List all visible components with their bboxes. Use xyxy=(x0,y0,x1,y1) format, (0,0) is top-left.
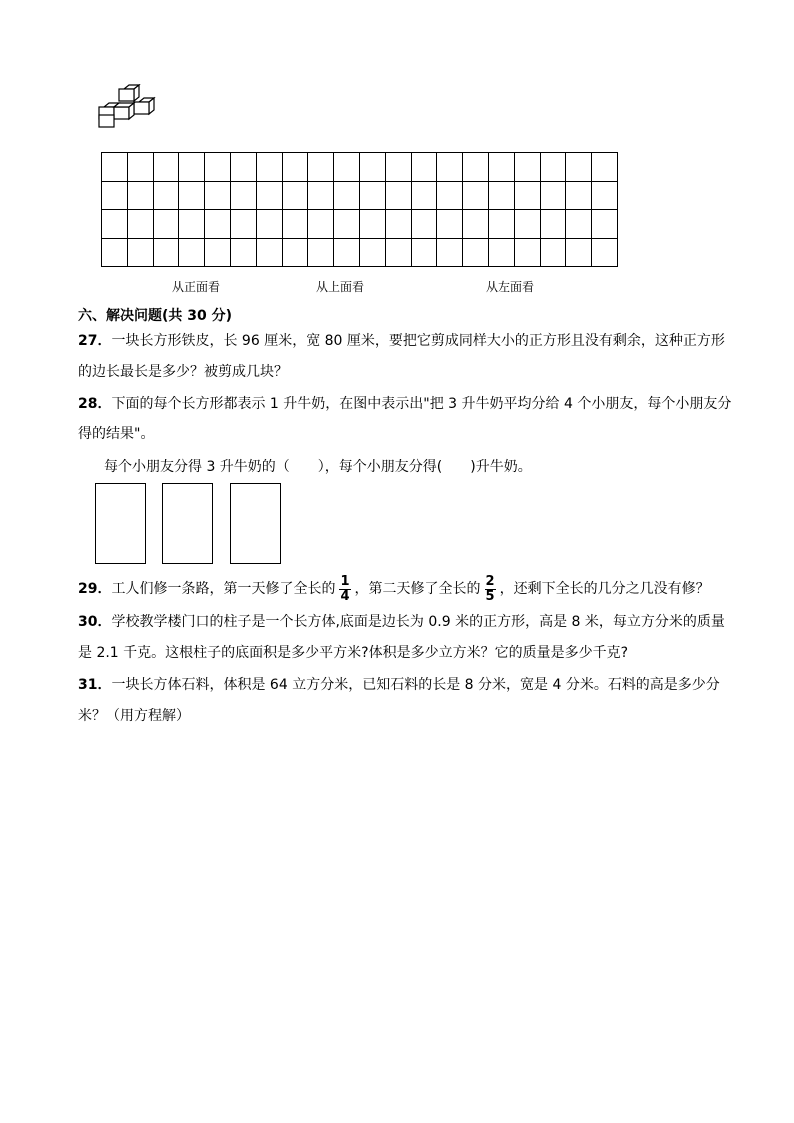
grid-cell[interactable] xyxy=(153,210,179,239)
question-number: 29． xyxy=(78,581,112,597)
grid-cell[interactable] xyxy=(282,181,308,210)
grid-cell[interactable] xyxy=(308,181,334,210)
question-27-line2: 的边长最长是多少？被剪成几块？ xyxy=(78,364,288,380)
grid-cell[interactable] xyxy=(592,238,618,267)
section-title: 六、解决问题(共 30 分) xyxy=(78,308,233,324)
grid-cell[interactable] xyxy=(308,153,334,182)
question-number: 28． xyxy=(78,396,112,412)
milk-rectangle-3[interactable] xyxy=(230,483,281,564)
grid-cell[interactable] xyxy=(463,238,489,267)
grid-cell[interactable] xyxy=(592,181,618,210)
view-label-left: 从左面看 xyxy=(486,280,535,294)
grid-cell[interactable] xyxy=(411,210,437,239)
question-text: 工人们修一条路，第一天修了全长的 xyxy=(111,581,336,597)
grid-cell[interactable] xyxy=(566,181,592,210)
grid-cell[interactable] xyxy=(334,238,360,267)
grid-row xyxy=(102,181,618,210)
grid-cell[interactable] xyxy=(437,181,463,210)
grid-cell[interactable] xyxy=(179,210,205,239)
question-number: 30． xyxy=(78,614,112,630)
grid-cell[interactable] xyxy=(488,153,514,182)
grid-cell[interactable] xyxy=(463,210,489,239)
grid-cell[interactable] xyxy=(463,181,489,210)
grid-row xyxy=(102,153,618,182)
cube-figure xyxy=(97,84,159,130)
grid-cell[interactable] xyxy=(514,238,540,267)
grid-cell[interactable] xyxy=(282,153,308,182)
grid-cell[interactable] xyxy=(256,181,282,210)
grid-cell[interactable] xyxy=(153,153,179,182)
grid-cell[interactable] xyxy=(385,181,411,210)
grid-cell[interactable] xyxy=(230,153,256,182)
grid-cell[interactable] xyxy=(566,153,592,182)
grid-cell[interactable] xyxy=(127,153,153,182)
question-30 xyxy=(78,612,725,632)
grid-cell[interactable] xyxy=(411,181,437,210)
grid-cell[interactable] xyxy=(540,238,566,267)
grid-cell[interactable] xyxy=(385,238,411,267)
grid-cell[interactable] xyxy=(179,238,205,267)
question-text: 下面的每个长方形都表示 1 升牛奶，在图中表示出"把 3 升牛奶平均分给 4 个小朋友，每个小朋友分 xyxy=(111,396,732,412)
grid-cell[interactable] xyxy=(359,210,385,239)
grid-cell[interactable] xyxy=(437,238,463,267)
question-text: 一块长方体石料，体积是 64 立方分米，已知石料的长是 8 分米，宽是 4 分米。石料的高是多少分 xyxy=(111,677,720,693)
question-text: 一块长方形铁皮，长 96 厘米，宽 80 厘米，要把它剪成同样大小的正方形且没有剩余，这种正方形 xyxy=(111,333,725,349)
grid-cell[interactable] xyxy=(308,210,334,239)
drawing-grid[interactable] xyxy=(101,152,618,267)
grid-cell[interactable] xyxy=(514,210,540,239)
grid-cell[interactable] xyxy=(102,153,128,182)
grid-cell[interactable] xyxy=(437,153,463,182)
grid-cell[interactable] xyxy=(566,238,592,267)
grid-cell[interactable] xyxy=(179,153,205,182)
grid-cell[interactable] xyxy=(230,238,256,267)
grid-cell[interactable] xyxy=(540,153,566,182)
grid-cell[interactable] xyxy=(488,210,514,239)
grid-cell[interactable] xyxy=(230,181,256,210)
grid-cell[interactable] xyxy=(127,181,153,210)
grid-cell[interactable] xyxy=(282,238,308,267)
grid-cell[interactable] xyxy=(566,210,592,239)
grid-cell[interactable] xyxy=(230,210,256,239)
view-label-front: 从正面看 xyxy=(172,280,221,294)
grid-cell[interactable] xyxy=(359,181,385,210)
grid-cell[interactable] xyxy=(179,181,205,210)
grid-cell[interactable] xyxy=(463,153,489,182)
question-number: 31． xyxy=(78,677,112,693)
grid-cell[interactable] xyxy=(514,153,540,182)
grid-cell[interactable] xyxy=(592,210,618,239)
question-27 xyxy=(78,331,725,351)
fraction-two-fifths: $\frac{2}{5}$ xyxy=(485,573,495,604)
question-text: ，第二天修了全长的 xyxy=(354,581,481,597)
grid-cell[interactable] xyxy=(256,153,282,182)
grid-cell[interactable] xyxy=(385,153,411,182)
grid-cell[interactable] xyxy=(256,210,282,239)
grid-cell[interactable] xyxy=(437,210,463,239)
question-text: ，还剩下全长的几分之几没有修？ xyxy=(499,581,710,597)
grid-cell[interactable] xyxy=(153,238,179,267)
question-29 xyxy=(78,573,710,605)
grid-cell[interactable] xyxy=(102,238,128,267)
grid-cell[interactable] xyxy=(102,181,128,210)
milk-rectangle-2[interactable] xyxy=(162,483,213,564)
question-28-fill: 每个小朋友分得 3 升牛奶的（ ），每个小朋友分得( )升牛奶。 xyxy=(104,459,532,475)
grid-cell[interactable] xyxy=(308,238,334,267)
grid-cell[interactable] xyxy=(334,153,360,182)
grid-cell[interactable] xyxy=(540,210,566,239)
grid-cell[interactable] xyxy=(102,210,128,239)
question-31-line2: 米？（用方程解） xyxy=(78,708,190,724)
question-30-line2: 是 2.1 千克。这根柱子的底面积是多少平方米?体积是多少立方米？它的质量是多少千克? xyxy=(78,645,629,661)
grid-cell[interactable] xyxy=(127,210,153,239)
grid-cell[interactable] xyxy=(540,181,566,210)
grid-cell[interactable] xyxy=(359,153,385,182)
grid-cell[interactable] xyxy=(205,181,231,210)
grid-cell[interactable] xyxy=(205,153,231,182)
grid-cell[interactable] xyxy=(205,238,231,267)
grid-cell[interactable] xyxy=(488,181,514,210)
grid-cell[interactable] xyxy=(488,238,514,267)
grid-cell[interactable] xyxy=(256,238,282,267)
grid-row xyxy=(102,210,618,239)
grid-cell[interactable] xyxy=(411,153,437,182)
grid-cell[interactable] xyxy=(411,238,437,267)
grid-cell[interactable] xyxy=(334,181,360,210)
grid-row xyxy=(102,238,618,267)
grid-cell[interactable] xyxy=(334,210,360,239)
question-28-line2: 得的结果"。 xyxy=(78,426,155,442)
grid-cell[interactable] xyxy=(127,238,153,267)
question-number: 27． xyxy=(78,333,112,349)
view-label-top: 从上面看 xyxy=(316,280,365,294)
grid-cell[interactable] xyxy=(153,181,179,210)
milk-rectangle-1[interactable] xyxy=(95,483,146,564)
grid-cell[interactable] xyxy=(514,181,540,210)
fraction-one-quarter: $\frac{1}{4}$ xyxy=(340,573,350,604)
grid-cell[interactable] xyxy=(205,210,231,239)
question-text: 学校教学楼门口的柱子是一个长方体,底面是边长为 0.9 米的正方形，高是 8 米，每立方分米的质量 xyxy=(111,614,725,630)
grid-cell[interactable] xyxy=(592,153,618,182)
grid-cell[interactable] xyxy=(385,210,411,239)
question-28 xyxy=(78,394,731,414)
grid-cell[interactable] xyxy=(282,210,308,239)
question-31 xyxy=(78,675,720,695)
grid-cell[interactable] xyxy=(359,238,385,267)
